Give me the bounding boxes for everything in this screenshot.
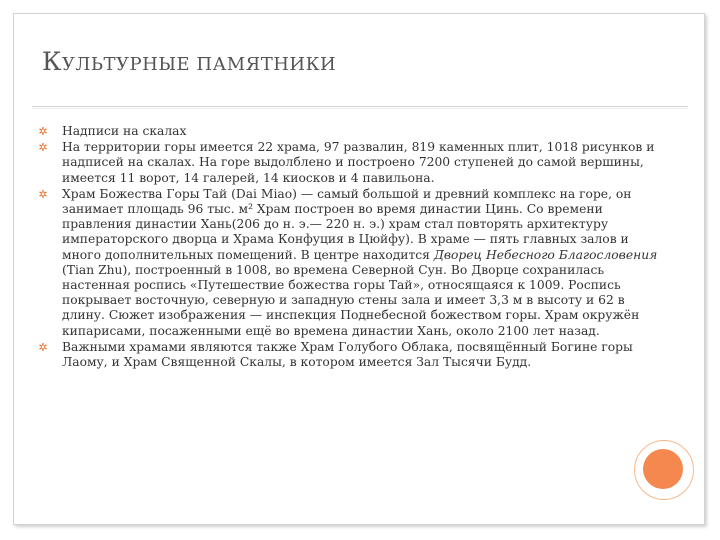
- sun-bullet-icon: ✲: [38, 187, 48, 201]
- list-item-text-part: Храм Божества Горы Тай (Dai Miao) — самый большой и древний комплекс на горе, он занимает площадь 96 тыс. м² Храм построен во время династии Цинь. Со времени правления династии Хань(206 до н. э.— 220 н. э.) храм стал повторять архитектуру императорского дворца и Храма Конфуция в Цюйфу). В храме — пять главных залов и много дополнительных помещений. В центре находится: [62, 186, 632, 262]
- list-item-text: [62, 187, 657, 338]
- list-item-text-part: (Tian Zhu), построенный в 1008, во времена Северной Сун. Во Дворце сохранилась настенная роспись «Путешествие божества горы Тай», относящаяся к 1009. Роспись покрывает восточную, северную и западную стены зала и имеет 3,3 м в высоту и 62 в длину. Сюжет изображения — инспекция Поднебесной божеством горы. Храм окружён кипарисами, посаженными ещё во времена династии Хань, около 2100 лет назад.: [62, 262, 640, 338]
- list-item: [35, 340, 663, 370]
- list-item-text: На территории горы имеется 22 храма, 97 развалин, 819 каменных плит, 1018 рисунков и надписей на скалах. На горе выдолблено и построено 7200 ступеней до самой вершины, имеется 11 ворот, 14 галерей, 14 киосков и 4 павильона.: [62, 140, 655, 185]
- palace-name-italic: Дворец Небесного Благословения: [433, 247, 658, 262]
- title-divider: [32, 106, 688, 107]
- slide-title-initial: К: [42, 47, 62, 76]
- sun-bullet-icon: ✲: [38, 141, 48, 155]
- sun-bullet-icon: ✲: [38, 340, 48, 354]
- list-item: [35, 124, 663, 139]
- list-item: [35, 187, 663, 339]
- list-item-text: Надписи на скалах: [62, 124, 187, 138]
- bullet-list: [35, 124, 663, 371]
- sun-bullet-icon: ✲: [38, 125, 48, 138]
- slide-title: [42, 40, 336, 78]
- list-item-text: Важными храмами являются также Храм Голубого Облака, посвящённый Богине горы Лаому, и Храм Священной Скалы, в котором имеется Зал Тысячи Будд.: [62, 339, 633, 370]
- title-divider-shadow: [32, 108, 688, 109]
- decorative-circle: [643, 449, 683, 489]
- list-item: [35, 140, 663, 186]
- slide-title-rest: УЛЬТУРНЫЕ ПАМЯТНИКИ: [61, 54, 337, 75]
